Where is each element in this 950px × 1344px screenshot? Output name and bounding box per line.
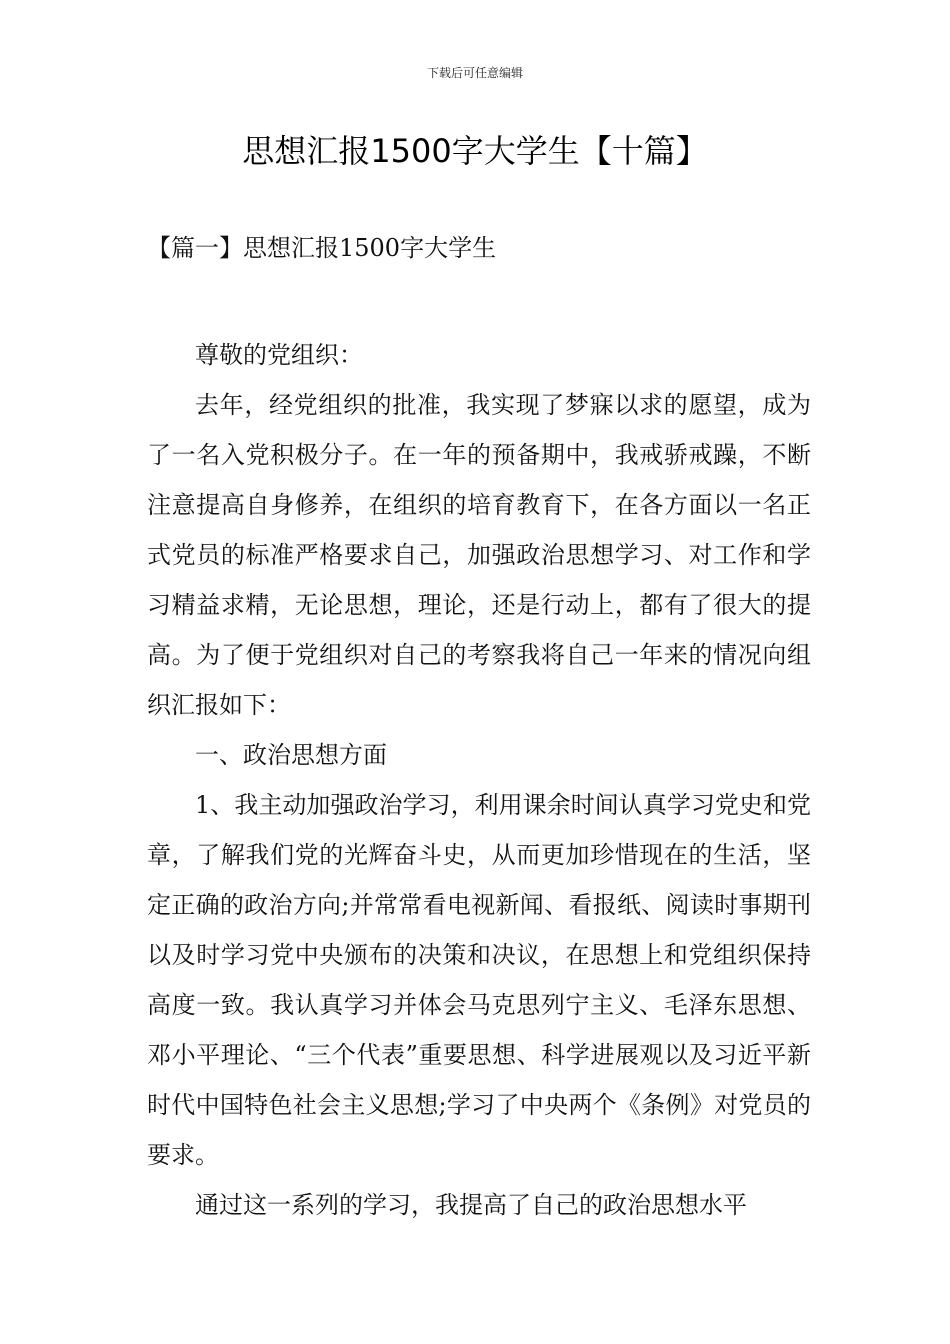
paragraph-1: 去年，经党组织的批准，我实现了梦寐以求的愿望，成为了一名入党积极分子。在一年的预备期中，我戒骄戒躁，不断注意提高自身修养，在组织的培育教育下，在各方面以一名正式党员的标准严格要求自己，加强政治思想学习、对工作和学习精益求精，无论思想，理论，还是行动上，都有了很大的提高。为了便于党组织对自己的考察我将自己一年来的情况向组织汇报如下： <box>147 391 811 719</box>
greeting-line: 尊敬的党组织： <box>195 341 363 369</box>
paragraph-4: 通过这一系列的学习，我提高了自己的政治思想水平 <box>195 1191 747 1219</box>
document-title: 思想汇报1500字大学生【十篇】 <box>242 132 708 170</box>
section-heading: 【篇一】思想汇报1500字大学生 <box>147 234 497 262</box>
header-note: 下载后可任意编辑 <box>426 66 523 80</box>
paragraph-3: 1、我主动加强政治学习，利用课余时间认真学习党史和党章，了解我们党的光辉奋斗史，从而更加珍惜现在的生活，坚定正确的政治方向;并常常看电视新闻、看报纸、阅读时事期刊以及时学习党中央颁布的决策和决议，在思想上和党组织保持高度一致。我认真学习并体会马克思列宁主义、毛泽东思想、邓小平理论、“三个代表”重要思想、科学进展观以及习近平新时代中国特色社会主义思想;学习了中央两个《条例》对党员的要求。 <box>147 791 811 1169</box>
document-body <box>147 330 811 1230</box>
paragraph-2-subheading: 一、政治思想方面 <box>195 741 387 769</box>
